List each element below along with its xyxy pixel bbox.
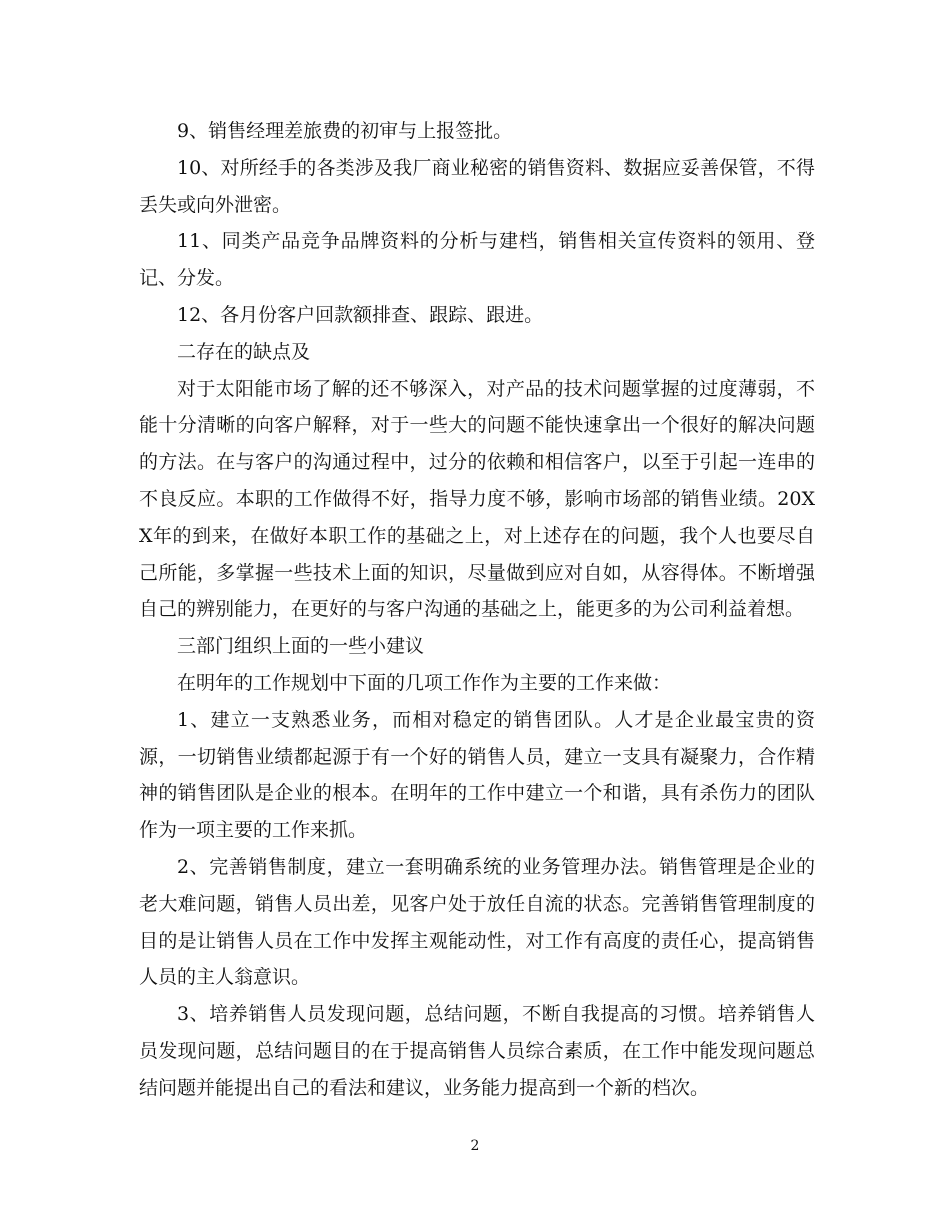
paragraph-item-11: 11、同类产品竞争品牌资料的分析与建档，销售相关宣传资料的领用、登记、分发。 [139,230,815,290]
section-heading-suggestions: 三部门组织上面的一些小建议 [177,635,425,658]
section-heading-shortcomings: 二存在的缺点及 [177,340,311,363]
paragraph-shortcomings-body: 对于太阳能市场了解的还不够深入，对产品的技术问题掌握的过度薄弱，不能十分清晰的向客户解释，对于一些大的问题不能快速拿出一个很好的解决问题的方法。在与客户的沟通过程中，过分的依赖和相信客户，以至于引起一连串的不良反应。本职的工作做得不好，指导力度不够，影响市场部的销售业绩。20XX年的到来，在做好本职工作的基础之上，对上述存在的问题，我个人也要尽自己所能，多掌握一些技术上面的知识，尽量做到应对自如，从容得体。不断增强自己的辨别能力，在更好的与客户沟通的基础之上，能更多的为公司利益着想。 [139,377,815,621]
paragraph-suggestion-3: 3、培养销售人员发现问题，总结问题，不断自我提高的习惯。培养销售人员发现问题，总结问题目的在于提高销售人员综合素质，在工作中能发现问题总结问题并能提出自己的看法和建议，业务能力提高到一个新的档次。 [139,1003,815,1099]
paragraph-suggestion-1: 1、建立一支熟悉业务，而相对稳定的销售团队。人才是企业最宝贵的资源，一切销售业绩都起源于有一个好的销售人员，建立一支具有凝聚力，合作精神的销售团队是企业的根本。在明年的工作中建立一个和谐，具有杀伤力的团队作为一项主要的工作来抓。 [139,708,815,842]
paragraph-suggestion-2: 2、完善销售制度，建立一套明确系统的业务管理办法。销售管理是企业的老大难问题，销售人员出差，见客户处于放任自流的状态。完善销售管理制度的目的是让销售人员在工作中发挥主观能动性，对工作有高度的责任心，提高销售人员的主人翁意识。 [139,855,815,989]
paragraph-item-10: 10、对所经手的各类涉及我厂商业秘密的销售资料、数据应妥善保管，不得丢失或向外泄密。 [139,156,815,216]
paragraph-item-12: 12、各月份客户回款额排查、跟踪、跟进。 [177,303,544,326]
page-number: 2 [470,1138,480,1154]
paragraph-suggestions-intro: 在明年的工作规划中下面的几项工作作为主要的工作来做： [177,671,672,694]
document-body [139,113,815,1107]
paragraph-item-9: 9、销售经理差旅费的初审与上报签批。 [177,120,513,142]
